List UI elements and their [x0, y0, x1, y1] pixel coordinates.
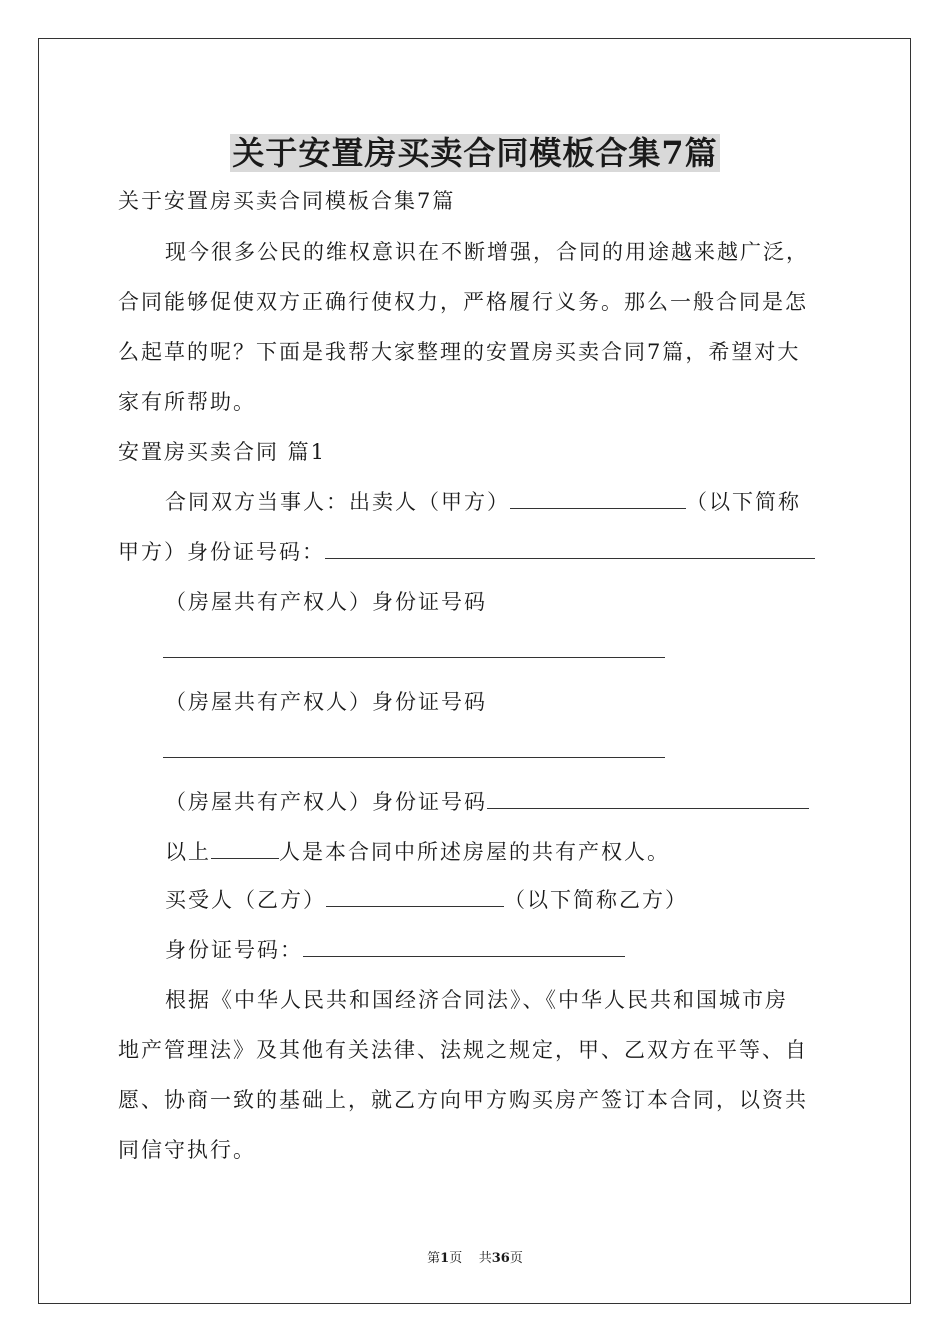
party-b-line [165, 884, 688, 914]
basis-line-1: 根据《中华人民共和国经济合同法》、《中华人民共和国城市房 [165, 988, 788, 1012]
party-b-label: 买受人（乙方） [165, 888, 326, 912]
intro-line-3: 么起草的呢？下面是我帮大家整理的安置房买卖合同7篇，希望对大 [118, 340, 801, 364]
footer-total-pages: 36 [491, 1251, 510, 1266]
footer-label-total: 页 共 [449, 1251, 492, 1266]
footer-label-end: 页 [509, 1251, 523, 1266]
intro-line-4: 家有所帮助。 [118, 390, 256, 414]
page-border [38, 38, 911, 1304]
party-a-id-blank [325, 542, 815, 559]
coowner-2-label: （房屋共有产权人）身份证号码 [165, 690, 487, 714]
basis-line-3: 愿、协商一致的基础上，就乙方向甲方购买房产签订本合同，以资共 [118, 1088, 808, 1112]
coowner-1-label: （房屋共有产权人）身份证号码 [165, 590, 487, 614]
intro-line-1: 现今很多公民的维权意识在不断增强，合同的用途越来越广泛， [165, 240, 809, 264]
page-footer [0, 1247, 950, 1266]
party-b-id-blank [303, 940, 625, 957]
party-b-blank [326, 890, 504, 907]
coowners-prefix: 以上 [165, 840, 211, 864]
footer-label-page: 第 [427, 1251, 441, 1266]
section-heading: 安置房买卖合同 篇1 [118, 440, 327, 464]
coowner-3-blank [487, 792, 809, 809]
party-a-id-label: 甲方）身份证号码： [118, 540, 325, 564]
party-b-id-line [165, 934, 625, 964]
coowners-suffix: 人是本合同中所述房屋的共有产权人。 [279, 840, 670, 864]
footer-current-page: 1 [440, 1251, 450, 1266]
party-a-id-line [118, 536, 815, 566]
coowner-1-blank [163, 657, 665, 658]
document-title-wrap [0, 128, 950, 174]
party-a-blank [510, 492, 686, 509]
coowners-count-blank [211, 842, 279, 859]
intro-line-2: 合同能够促使双方正确行使权力，严格履行义务。那么一般合同是怎 [118, 290, 808, 314]
party-b-suffix: （以下简称乙方） [504, 888, 688, 912]
coowner-3-label: （房屋共有产权人）身份证号码 [165, 790, 487, 814]
coowner-3-line [165, 786, 809, 816]
party-a-label: 合同双方当事人：出卖人（甲方） [165, 490, 510, 514]
document-title: 关于安置房买卖合同模板合集7篇 [232, 134, 718, 172]
document-subtitle: 关于安置房买卖合同模板合集7篇 [118, 189, 456, 213]
coowners-line [165, 836, 670, 866]
basis-line-4: 同信守执行。 [118, 1138, 256, 1162]
party-a-suffix: （以下简称 [686, 490, 801, 514]
coowner-2-blank [163, 757, 665, 758]
party-a-line [165, 486, 801, 516]
basis-line-2: 地产管理法》及其他有关法律、法规之规定，甲、乙双方在平等、自 [118, 1038, 808, 1062]
party-b-id-label: 身份证号码： [165, 938, 303, 962]
